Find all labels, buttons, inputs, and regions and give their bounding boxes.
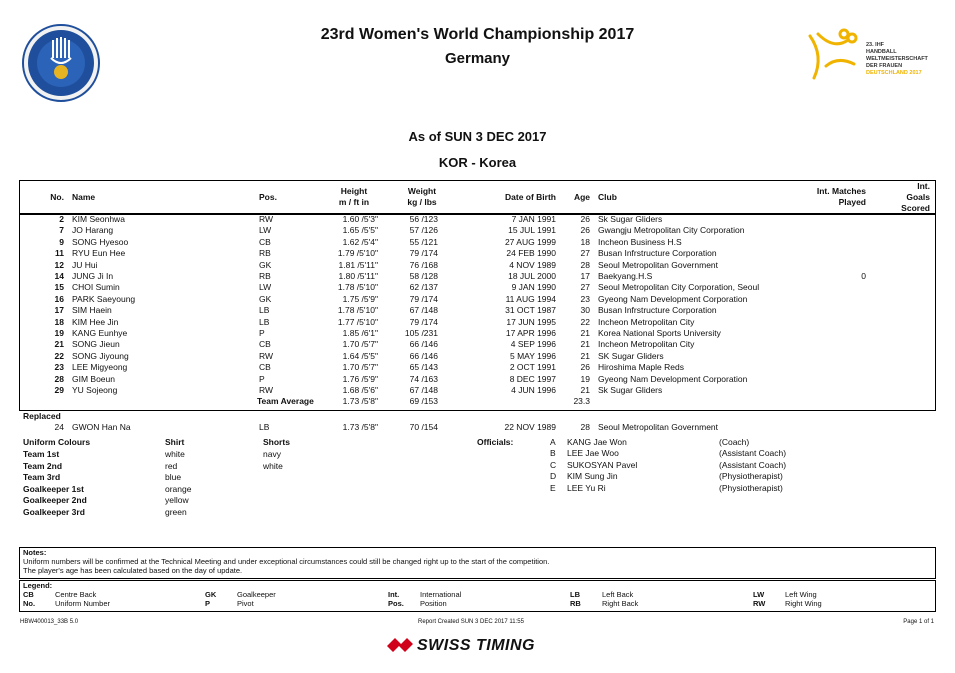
player-height: 1.78 /5'10" <box>337 282 378 293</box>
player-pos: LW <box>259 282 272 293</box>
player-weight: 62 /137 <box>409 282 438 293</box>
player-row <box>20 305 936 316</box>
player-pos: LW <box>259 225 272 236</box>
player-name: JUNG Ji In <box>72 271 114 281</box>
player-weight: 79 /174 <box>409 248 438 259</box>
team-average-height: 1.73 /5'8" <box>342 396 378 406</box>
col-no: No. <box>50 192 64 202</box>
player-no: 21 <box>54 339 64 350</box>
player-club: Hiroshima Maple Reds <box>598 362 684 373</box>
legend-code: No. <box>23 599 36 608</box>
uniform-row <box>23 449 323 461</box>
col-club: Club <box>598 192 617 202</box>
official-name: LEE Yu Ri <box>567 482 606 493</box>
uniform-label: Team 3rd <box>23 472 61 482</box>
replaced-weight: 70 /154 <box>409 422 438 432</box>
team-average-label: Team Average <box>257 396 314 406</box>
player-height: 1.65 /5'5" <box>342 225 378 236</box>
player-no: 29 <box>54 385 64 395</box>
player-row <box>20 225 936 236</box>
player-row <box>20 328 936 339</box>
player-height: 1.75 /5'9" <box>342 293 378 304</box>
player-weight: 79 /174 <box>409 316 438 327</box>
player-club: Gyeong Nam Development Corporation <box>598 373 748 384</box>
player-club: SK Sugar Gliders <box>598 350 664 361</box>
legend-code: P <box>205 599 211 608</box>
player-dob: 7 JAN 1991 <box>511 214 556 224</box>
official-role: (Assistant Coach) <box>719 459 787 470</box>
player-name: GIM Boeun <box>72 373 115 384</box>
player-weight: 66 /146 <box>409 350 438 361</box>
player-height: 1.79 /5'10" <box>337 248 378 259</box>
player-age: 22 <box>580 316 590 327</box>
player-pos: RW <box>259 350 274 361</box>
replaced-name: GWON Han Na <box>72 422 131 432</box>
player-height: 1.62 /5'4" <box>342 236 378 247</box>
player-club: Incheon Metropolitan City <box>598 316 695 327</box>
player-age: 18 <box>580 236 590 247</box>
player-no: 9 <box>59 236 64 247</box>
player-weight: 55 /121 <box>409 236 438 247</box>
player-row <box>20 385 936 396</box>
replaced-label: Replaced <box>23 411 61 421</box>
player-name: RYU Eun Hee <box>72 248 126 259</box>
uniform-shirt: orange <box>165 483 192 494</box>
player-height: 1.70 /5'7" <box>342 362 378 373</box>
col-int-matches-2: Played <box>838 197 866 207</box>
uniform-shirt: blue <box>165 472 182 482</box>
legend-text: Pivot <box>237 599 254 608</box>
uniform-row <box>23 461 323 473</box>
player-dob: 9 JAN 1990 <box>511 282 556 293</box>
uniform-label: Goalkeeper 3rd <box>23 506 85 517</box>
uniform-shirt: red <box>165 460 178 471</box>
notes-box <box>19 547 936 579</box>
player-club: Gyeong Nam Development Corporation <box>598 293 748 304</box>
col-dob: Date of Birth <box>505 192 556 202</box>
doc-code: HBW400013_33B 5.0 <box>20 619 79 625</box>
player-no: 17 <box>54 305 64 316</box>
legend-text: Centre Back <box>55 590 97 599</box>
player-club: Korea National Sports University <box>598 328 721 338</box>
player-dob: 8 DEC 1997 <box>509 373 556 384</box>
player-dob: 18 JUL 2000 <box>508 271 556 281</box>
player-name: LEE Migyeong <box>72 362 128 373</box>
legend-text: Uniform Number <box>55 599 111 608</box>
player-weight: 74 /163 <box>409 373 438 384</box>
player-weight: 57 /126 <box>409 225 438 236</box>
player-height: 1.85 /6'1" <box>342 328 378 338</box>
legend-code: RB <box>570 599 581 608</box>
legend-code: Pos. <box>388 599 404 608</box>
player-club: Sk Sugar Gliders <box>598 385 663 395</box>
player-dob: 5 MAY 1996 <box>510 350 556 361</box>
player-row <box>20 282 936 293</box>
player-no: 28 <box>54 373 64 384</box>
col-pos: Pos. <box>259 192 277 202</box>
player-row <box>20 294 936 305</box>
official-code: B <box>550 448 556 459</box>
legend-label: Legend: <box>23 581 53 590</box>
official-name: KANG Jae Won <box>567 437 627 447</box>
player-no: 2 <box>59 214 64 224</box>
player-name: YU Sojeong <box>72 385 118 395</box>
official-code: D <box>550 471 557 482</box>
player-dob: 17 JUN 1995 <box>506 316 556 327</box>
player-no: 18 <box>54 316 64 327</box>
official-row <box>477 483 817 494</box>
replaced-pos: LB <box>259 422 270 432</box>
player-name: KANG Eunhye <box>72 328 128 338</box>
player-name: KIM Seonhwa <box>72 214 125 224</box>
player-dob: 27 AUG 1999 <box>504 236 556 247</box>
official-row <box>477 460 817 471</box>
player-row <box>20 271 936 282</box>
player-row <box>20 260 936 271</box>
replaced-height: 1.73 /5'8" <box>342 422 378 432</box>
player-no: 7 <box>59 225 64 236</box>
legend-code: RW <box>753 599 766 608</box>
player-pos: LB <box>259 316 270 327</box>
report-created: Report Created SUN 3 DEC 2017 11:55 <box>418 619 524 625</box>
player-dob: 4 NOV 1989 <box>509 259 556 270</box>
player-row <box>20 362 936 373</box>
team-average-row <box>20 396 936 407</box>
legend-text: Left Wing <box>785 590 817 599</box>
player-height: 1.78 /5'10" <box>337 305 378 316</box>
player-row <box>20 317 936 328</box>
logo-line-4: DER FRAUEN <box>866 63 903 69</box>
player-pos: CB <box>259 339 271 350</box>
official-role: (Assistant Coach) <box>719 448 787 459</box>
uniform-row <box>23 484 323 496</box>
player-no: 14 <box>54 271 64 281</box>
shirt-header: Shirt <box>165 437 185 447</box>
player-no: 22 <box>54 350 64 361</box>
uniform-colours <box>23 437 323 518</box>
official-code: E <box>550 482 556 493</box>
player-weight: 79 /174 <box>409 293 438 304</box>
player-pos: LB <box>259 305 270 316</box>
col-name: Name <box>72 192 96 202</box>
player-name: PARK Saeyoung <box>72 293 136 304</box>
replaced-age: 28 <box>580 422 590 432</box>
player-height: 1.77 /5'10" <box>337 316 378 327</box>
player-no: 12 <box>54 259 64 270</box>
player-age: 26 <box>580 362 590 373</box>
player-club: Busan Infrstructure Corporation <box>598 248 717 259</box>
official-code: A <box>550 437 556 447</box>
player-club: Gwangju Metropolitan City Corporation <box>598 225 745 236</box>
player-club: Busan Infrstructure Corporation <box>598 305 717 316</box>
player-age: 26 <box>580 214 590 224</box>
player-age: 27 <box>580 282 590 293</box>
swiss-timing-brand <box>385 634 585 658</box>
player-pos: RW <box>259 214 274 224</box>
player-name: SONG Jiyoung <box>72 350 129 361</box>
col-goals-2: Goals <box>906 192 930 202</box>
replaced-club: Seoul Metropolitan Government <box>598 422 719 432</box>
player-dob: 17 APR 1996 <box>505 328 556 338</box>
col-age: Age <box>573 192 590 202</box>
replaced-player-row <box>20 422 936 433</box>
player-dob: 31 OCT 1987 <box>505 305 556 316</box>
player-row <box>20 374 936 385</box>
column-headers <box>20 181 934 213</box>
player-name: SONG Hyesoo <box>72 236 129 247</box>
player-dob: 15 JUL 1991 <box>508 225 556 236</box>
uniform-label: Goalkeeper 2nd <box>23 495 87 505</box>
player-height: 1.68 /5'6" <box>342 385 378 395</box>
player-height: 1.60 /5'3" <box>342 214 378 224</box>
player-age: 21 <box>580 385 590 395</box>
player-pos: P <box>259 328 265 338</box>
uniform-row <box>23 507 323 519</box>
official-row <box>477 471 817 482</box>
team-average-age: 23.3 <box>573 396 590 406</box>
player-dob: 2 OCT 1991 <box>509 362 556 373</box>
player-matches: 0 <box>861 271 866 281</box>
col-height-1: Height <box>340 186 368 196</box>
shorts-header: Shorts <box>263 437 290 447</box>
player-club: Baekyang.H.S <box>598 271 653 281</box>
player-height: 1.81 /5'11" <box>338 259 378 270</box>
player-no: 15 <box>54 282 64 293</box>
col-goals-1: Int. <box>917 181 930 191</box>
player-age: 21 <box>580 328 590 338</box>
player-weight: 105 /231 <box>404 328 438 338</box>
player-age: 28 <box>580 259 590 270</box>
player-height: 1.76 /5'9" <box>342 373 378 384</box>
legend-code: LB <box>570 590 580 599</box>
notes-label: Notes: <box>23 548 47 557</box>
uniform-label: Goalkeeper 1st <box>23 483 84 494</box>
official-name: LEE Jae Woo <box>567 448 619 459</box>
legend-text: Right Back <box>602 599 639 608</box>
logo-line-5: DEUTSCHLAND 2017 <box>866 70 922 76</box>
player-age: 26 <box>580 225 590 236</box>
legend-box <box>19 580 936 612</box>
notes-line-1: Uniform numbers will be confirmed at the Technical Meeting and under exceptional circumstances could still be changed right up to the start of the competition. <box>23 557 550 566</box>
player-row <box>20 351 936 362</box>
player-pos: CB <box>259 362 271 373</box>
player-row <box>20 248 936 259</box>
logo-line-3: WELTMEISTERSCHAFT <box>866 56 928 62</box>
player-name: JO Harang <box>72 225 114 236</box>
player-row <box>20 339 936 350</box>
swiss-timing-logo-icon <box>385 634 415 658</box>
player-pos: GK <box>259 259 272 270</box>
col-weight-2: kg / lbs <box>407 197 437 207</box>
player-club: Seoul Metropolitan Government <box>598 259 719 270</box>
page-title: 23rd Women's World Championship 2017 <box>320 26 635 43</box>
official-role: (Physiotherapist) <box>719 482 783 493</box>
player-dob: 24 FEB 1990 <box>506 248 556 259</box>
player-name: SONG Jieun <box>72 339 120 350</box>
as-of-date: As of SUN 3 DEC 2017 <box>408 129 547 144</box>
legend-text: Position <box>420 599 447 608</box>
col-height-2: m / ft in <box>338 197 370 207</box>
player-weight: 66 /146 <box>409 339 438 350</box>
official-name: SUKOSYAN Pavel <box>567 459 638 470</box>
uniform-row <box>23 472 323 484</box>
legend-code: LW <box>753 590 765 599</box>
official-row <box>477 448 817 459</box>
col-weight-1: Weight <box>407 186 437 196</box>
official-role: (Coach) <box>719 437 750 447</box>
brand-name: SWISS TIMING <box>417 637 535 654</box>
player-no: 16 <box>54 293 64 304</box>
player-club: Incheon Business H.S <box>598 236 682 247</box>
player-weight: 76 /168 <box>409 259 438 270</box>
player-weight: 67 /148 <box>409 305 438 316</box>
official-row <box>477 437 817 448</box>
player-age: 30 <box>580 305 590 316</box>
player-name: JU Hui <box>72 259 98 270</box>
logo-line-1: 23. IHF <box>866 42 885 48</box>
player-age: 19 <box>580 373 590 384</box>
uniform-label: Team 1st <box>23 449 60 459</box>
player-dob: 4 SEP 1996 <box>510 339 556 350</box>
player-no: 19 <box>54 328 64 338</box>
legend-text: Goalkeeper <box>237 590 276 599</box>
team-average-weight: 69 /153 <box>409 396 438 406</box>
legend-code: CB <box>23 590 34 599</box>
player-club: Seoul Metropolitan City Corporation, Seoul <box>598 282 760 293</box>
player-pos: CB <box>259 236 271 247</box>
legend-text: Right Wing <box>785 599 822 608</box>
player-pos: RB <box>259 271 271 281</box>
player-dob: 11 AUG 1994 <box>505 293 556 304</box>
officials-label: Officials: <box>477 437 514 447</box>
uniform-shorts: navy <box>263 449 281 459</box>
player-pos: GK <box>259 293 272 304</box>
player-row <box>20 214 936 225</box>
player-age: 27 <box>580 248 590 259</box>
player-age: 21 <box>580 350 590 361</box>
player-no: 23 <box>54 362 64 373</box>
uniform-row <box>23 495 323 507</box>
player-weight: 56 /123 <box>409 214 438 224</box>
player-dob: 4 JUN 1996 <box>511 385 556 395</box>
logo-line-2: HANDBALL <box>866 49 897 55</box>
replaced-no: 24 <box>54 422 64 432</box>
player-club: Sk Sugar Gliders <box>598 214 663 224</box>
col-int-matches-1: Int. Matches <box>816 186 866 196</box>
player-height: 1.64 /5'5" <box>342 350 378 361</box>
player-pos: RB <box>259 248 271 259</box>
uniform-shorts: white <box>263 460 283 471</box>
player-age: 17 <box>580 271 590 281</box>
legend-code: Int. <box>388 590 400 599</box>
legend-text: International <box>420 590 462 599</box>
player-weight: 58 /128 <box>409 271 438 281</box>
replaced-dob: 22 NOV 1989 <box>504 422 556 432</box>
uniform-shirt: white <box>165 449 185 459</box>
player-age: 21 <box>580 339 590 350</box>
player-no: 11 <box>55 248 64 259</box>
player-height: 1.70 /5'7" <box>342 339 378 350</box>
player-weight: 65 /143 <box>409 362 438 373</box>
page-subtitle: Germany <box>444 50 511 67</box>
official-name: KIM Sung Jin <box>567 471 618 482</box>
official-code: C <box>550 459 557 470</box>
player-age: 23 <box>580 293 590 304</box>
player-pos: RW <box>259 385 274 395</box>
legend-code: GK <box>205 590 217 599</box>
player-height: 1.80 /5'11" <box>338 271 378 281</box>
col-goals-3: Scored <box>901 203 930 213</box>
notes-line-2: The player's age has been calculated based on the day of update. <box>23 566 243 575</box>
uniform-header: Uniform Colours <box>23 437 91 447</box>
player-club: Incheon Metropolitan City <box>598 339 695 350</box>
player-pos: P <box>259 373 265 384</box>
official-role: (Physiotherapist) <box>719 471 783 482</box>
player-name: KIM Hee Jin <box>72 316 119 327</box>
uniform-label: Team 2nd <box>23 460 63 471</box>
player-row <box>20 237 936 248</box>
uniform-shirt: green <box>165 506 187 517</box>
player-name: SIM Haein <box>72 305 112 316</box>
legend-text: Left Back <box>602 590 634 599</box>
player-weight: 67 /148 <box>409 385 438 395</box>
team-name: KOR - Korea <box>438 155 517 170</box>
player-name: CHOI Sumin <box>72 282 120 293</box>
page-number: Page 1 of 1 <box>903 619 934 625</box>
uniform-shirt: yellow <box>165 495 189 505</box>
